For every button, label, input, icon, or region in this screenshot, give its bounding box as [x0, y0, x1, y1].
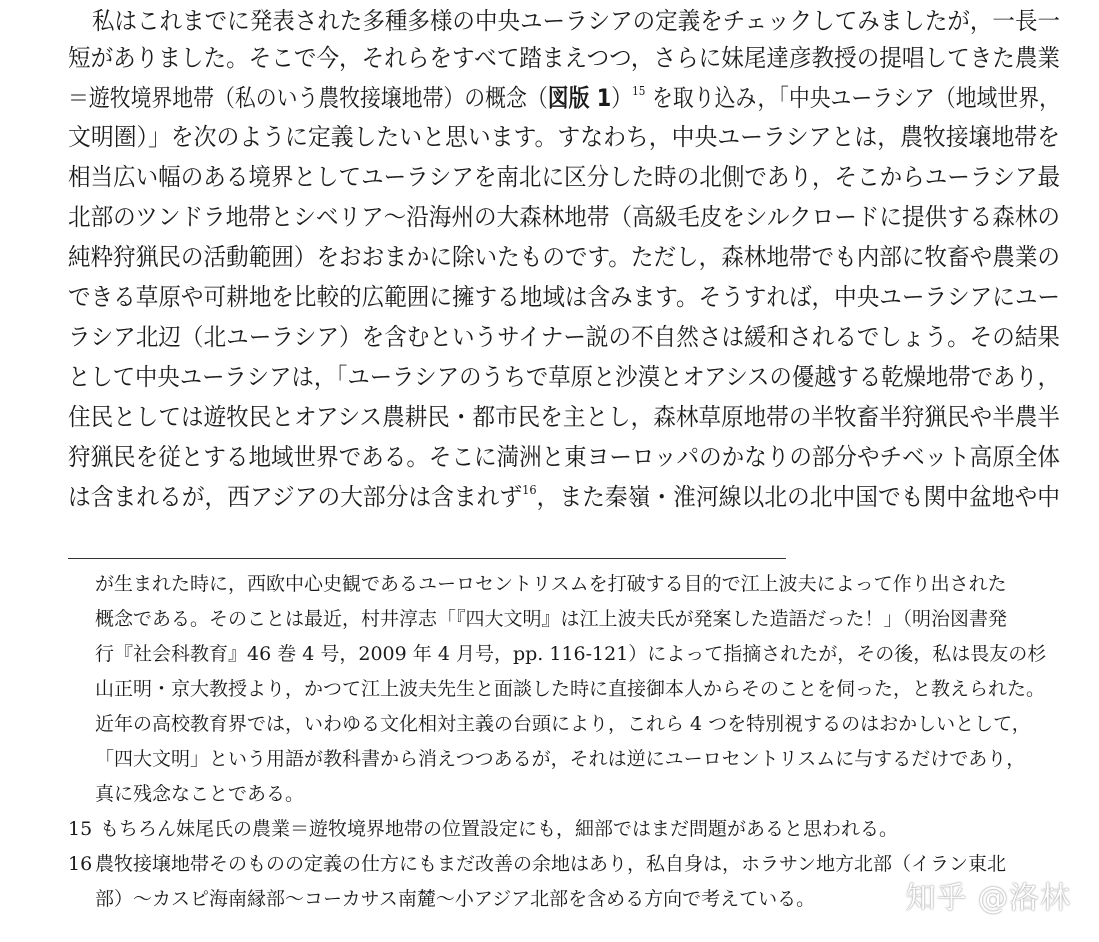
footnote-continuation-line: 「四大文明」という用語が教科書から消えつつあるが，それは逆にユーロセントリスムに与するだけであり，: [95, 748, 1026, 770]
body-paragraph-line: [0, 117, 1099, 157]
footnote-16-text: 農牧接壌地帯そのものの定義の仕方にもまだ改善の余地はあり，私自身は，ホラサン地方北部（イラン東北: [95, 853, 1007, 875]
body-paragraph-line: [0, 277, 1099, 317]
zhihu-watermark: 知乎 @洛林: [905, 881, 1071, 916]
body-text: ）: [611, 84, 633, 112]
body-text: 私はこれまでに発表された多種多様の中央ユーラシアの定義をチェックしてみましたが，一長一: [92, 7, 1060, 35]
body-text: ＝遊牧境界地帯（私のいう農牧接壌地帯）の概念（: [68, 84, 548, 112]
footnote-16-text: 部）〜カスピ海南縁部〜コーカサス南麓〜小アジア北部を含める方向で考えている。: [95, 888, 816, 910]
body-text: 狩猟民を従とする地域世界である。そこに満洲と東ヨーロッパのかなりの部分やチベット高原全体: [68, 443, 1060, 471]
footnote-continuation-line: が生まれた時に，西欧中心史観であるユーロセントリスムを打破する目的で江上波夫によって作り出された: [95, 573, 1007, 595]
footnote-continuation-line: 真に残念なことである。: [95, 783, 305, 805]
footnote-continuation-line: 概念である。そのことは最近，村井淳志「『四大文明』は江上波夫氏が発案した造語だった！」（明治図書発: [95, 608, 1008, 630]
body-text: 短がありました。そこで今，それらをすべて踏まえつつ，さらに妹尾達彦教授の提唱してきた農業: [68, 44, 1060, 72]
body-paragraph-line: [0, 437, 1099, 477]
body-paragraph-line: [0, 317, 1099, 357]
body-paragraph-line: [0, 1, 1099, 41]
body-text: は含まれるが，西アジアの大部分は含まれず: [68, 483, 523, 511]
body-paragraph-line: [0, 38, 1099, 78]
body-paragraph-line: [0, 157, 1099, 197]
body-paragraph-line: [0, 197, 1099, 237]
footnote-marker-16: 16: [522, 483, 537, 497]
footnote-marker-15: 15: [632, 84, 646, 98]
footnote-number-16: 16: [68, 853, 93, 875]
body-text-with-footnote-marker: [68, 477, 1060, 517]
body-text: 北部のツンドラ地帯とシベリア〜沿海州の大森林地帯（高級毛皮をシルクロードに提供する森林の: [68, 203, 1060, 231]
body-paragraph-line: [0, 357, 1099, 397]
footnote-15-text: もちろん妹尾氏の農業＝遊牧境界地帯の位置設定にも，細部ではまだ問題があると思われる。: [100, 818, 899, 840]
body-text: 純粋狩猟民の活動範囲）をおおまかに除いたものです。ただし，森林地帯でも内部に牧畜や農業の: [68, 243, 1060, 271]
footnote-continuation-line: 近年の高校教育界では，いわゆる文化相対主義の台頭により，これら 4 つを特別視するのはおかしいとして，: [95, 713, 1031, 735]
footnote-separator: [68, 558, 786, 559]
body-text: 相当広い幅のある境界としてユーラシアを南北に区分した時の北側であり，そこからユーラシア最: [68, 163, 1060, 191]
footnote-continuation-line: 行『社会科教育』46 巻 4 号，2009 年 4 月号，pp. 116-121）によって指摘されたが，その後，私は畏友の杉: [95, 643, 1047, 665]
body-text-with-figure-ref: [68, 78, 1060, 118]
body-text: 文明圏）」を次のように定義したいと思います。すなわち，中央ユーラシアとは，農牧接壌地帯を: [68, 123, 1060, 151]
body-text: 住民としては遊牧民とオアシス農耕民・都市民を主とし，森林草原地帯の半牧畜半狩猟民や半農半: [68, 403, 1060, 431]
body-text: として中央ユーラシアは，「ユーラシアのうちで草原と沙漠とオアシスの優越する乾燥地帯であり，: [68, 363, 1060, 391]
body-text: を取り込み，「中央ユーラシア（地域世界，: [645, 84, 1060, 112]
body-paragraph-line: [0, 477, 1099, 517]
body-text: ，また秦嶺・淮河線以北の北中国でも関中盆地や中: [536, 483, 1060, 511]
footnote-continuation-line: 山正明・京大教授より，かつて江上波夫先生と面談した時に直接御本人からそのことを伺った，と教えられた。: [95, 678, 1046, 700]
footnote-number-15: 15: [68, 818, 93, 840]
figure-reference: 図版 1: [547, 84, 612, 112]
body-paragraph-line: [0, 397, 1099, 437]
body-text: ラシア北辺（北ユーラシア）を含むというサイナー説の不自然さは緩和されるでしょう。その結果: [68, 323, 1060, 351]
body-paragraph-line: [0, 237, 1099, 277]
body-paragraph-line: [0, 78, 1099, 118]
body-text: できる草原や可耕地を比較的広範囲に擁する地域は含みます。そうすれば，中央ユーラシアにユー: [68, 283, 1060, 311]
